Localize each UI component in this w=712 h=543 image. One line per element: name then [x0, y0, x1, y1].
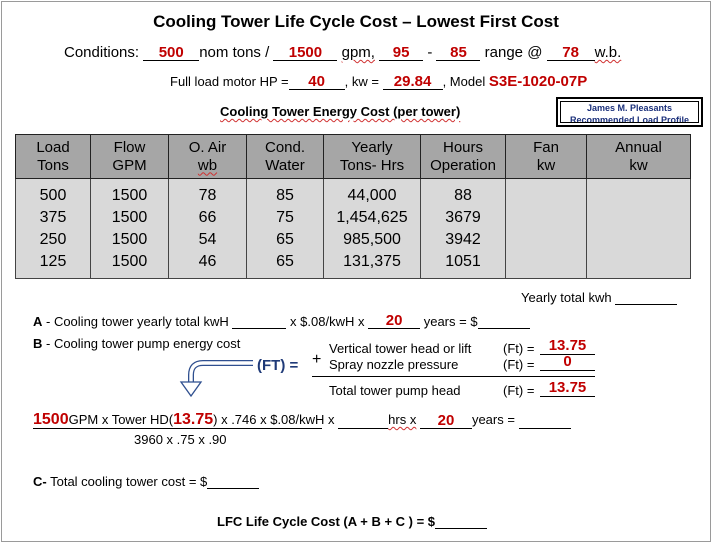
table-cell: 44,000 [347, 187, 397, 204]
sum-rule [312, 376, 595, 377]
table-cell: 78 [198, 187, 217, 204]
total-head-label: Total tower pump head [329, 383, 461, 398]
lfc-blank[interactable] [435, 512, 487, 529]
table-cell: 1,454,625 [336, 209, 408, 226]
motor-line [170, 73, 587, 90]
credit-name: James M. Pleasants [586, 103, 673, 113]
table-cell: 250 [39, 231, 67, 248]
line-a-kwh-blank[interactable] [232, 312, 286, 329]
table-cell: 375 [39, 209, 67, 226]
header-cond-water: Cond. Water [247, 135, 324, 179]
formula-total-blank[interactable] [519, 412, 571, 429]
range-dash: - [427, 44, 433, 61]
table-cell: 1500 [111, 187, 148, 204]
credit-subtitle: Recommended Load Profile [569, 115, 690, 125]
vertical-head-unit: (Ft) = [503, 341, 535, 356]
formula-gpm-value[interactable]: 1500 [33, 411, 69, 428]
column-load-tons [16, 179, 91, 279]
vertical-head-value[interactable]: 13.75 [540, 337, 595, 355]
formula-division-line [33, 428, 322, 429]
table-cell: 65 [276, 253, 294, 270]
yearly-total-line [521, 288, 677, 305]
spray-nozzle-label: Spray nozzle pressure [329, 357, 459, 372]
tons-value[interactable]: 500 [143, 44, 199, 61]
column-annual-kw[interactable] [587, 179, 691, 279]
line-b [33, 336, 240, 351]
table-cell: 85 [276, 187, 294, 204]
table-cell: 3679 [445, 209, 481, 226]
line-c-blank[interactable] [207, 472, 259, 489]
formula-text-gpm: GPM x Tower HD( [68, 412, 174, 427]
header-hours-operation: Hours Operation [421, 135, 506, 179]
ft-label: (FT) = [257, 357, 299, 374]
energy-cost-heading [220, 104, 460, 119]
header-fan-kw: Fan kw [506, 135, 587, 179]
curved-arrow-icon [175, 355, 255, 400]
gpm-value[interactable]: 1500 [273, 44, 337, 61]
temp-out-value[interactable]: 85 [436, 44, 480, 61]
plus-sign: + [312, 351, 322, 368]
table-data-row [16, 179, 691, 279]
header-yearly-ton-hrs: Yearly Tons- Hrs [324, 135, 421, 179]
line-a-total-blank[interactable] [478, 312, 530, 329]
column-yearly-ton-hrs [324, 179, 421, 279]
table-cell: 54 [198, 231, 217, 248]
line-c-prefix: C- [33, 474, 47, 489]
line-a-rate: x $.08/kwH x [290, 314, 365, 329]
spray-nozzle-value[interactable]: 0 [540, 353, 595, 371]
motor-model-label: , Model [442, 74, 486, 89]
range-label: range @ [484, 44, 543, 61]
line-a-years[interactable]: 20 [368, 312, 420, 329]
table-cell: 75 [276, 209, 294, 226]
motor-hp-label: Full load motor HP = [170, 74, 289, 89]
formula-hrs-label: hrs x [388, 412, 417, 427]
formula-text-rate: ) x .746 x $.08/kwH x [213, 412, 335, 427]
tons-unit: nom tons / [199, 44, 270, 61]
line-b-prefix: B [33, 336, 43, 351]
column-flow-gpm [91, 179, 169, 279]
energy-cost-heading-text: Cooling Tower Energy Cost (per tower) [220, 104, 461, 119]
wet-bulb-unit: w.b. [594, 44, 622, 61]
conditions-label: Conditions: [64, 44, 140, 61]
line-c [33, 472, 259, 489]
column-cond-water [247, 179, 324, 279]
spray-nozzle-unit: (Ft) = [503, 357, 535, 372]
line-a-suffix: years = $ [423, 314, 478, 329]
table-cell: 125 [39, 253, 67, 270]
vertical-head-label: Vertical tower head or lift [329, 341, 472, 356]
column-fan-kw[interactable] [506, 179, 587, 279]
yearly-total-blank[interactable] [615, 288, 677, 305]
table-cell: 65 [276, 231, 294, 248]
total-head-value[interactable]: 13.75 [540, 379, 595, 397]
lfc-label: LFC Life Cycle Cost (A + B + C ) = $ [217, 514, 436, 529]
table-cell: 131,375 [343, 253, 401, 270]
table-cell: 1500 [111, 209, 148, 226]
formula-hours-blank[interactable] [338, 412, 388, 429]
table-cell: 985,500 [343, 231, 401, 248]
table-cell: 3942 [445, 231, 481, 248]
table-cell: 1051 [445, 253, 481, 270]
header-flow-gpm: Flow GPM [91, 135, 169, 179]
total-head-unit: (Ft) = [503, 383, 535, 398]
table-cell: 500 [39, 187, 67, 204]
formula-head-value[interactable]: 13.75 [173, 411, 214, 428]
credit-box [556, 97, 703, 127]
load-profile-table [15, 134, 691, 279]
page-title: Cooling Tower Life Cycle Cost – Lowest First Cost [153, 12, 559, 31]
pump-cost-formula [33, 411, 571, 429]
line-c-label: Total cooling tower cost = $ [46, 474, 208, 489]
yearly-total-label: Yearly total kwh [521, 290, 612, 305]
header-outside-air-wb: O. Air wb [169, 135, 247, 179]
lfc-line [217, 512, 487, 529]
table-cell: 1500 [111, 231, 148, 248]
formula-suffix: years = [471, 412, 515, 427]
table-cell: 88 [454, 187, 472, 204]
column-hours-operation [421, 179, 506, 279]
column-outside-air-wb [169, 179, 247, 279]
line-a-label: - Cooling tower yearly total kwH [42, 314, 229, 329]
motor-model-value[interactable]: S3E-1020-07P [488, 73, 588, 90]
line-b-label: - Cooling tower pump energy cost [42, 336, 241, 351]
motor-kw-value[interactable]: 29.84 [383, 73, 443, 90]
formula-years[interactable]: 20 [420, 412, 472, 429]
table-cell: 46 [198, 253, 217, 270]
header-load-tons: Load Tons [16, 135, 91, 179]
conditions-line [64, 44, 621, 61]
table-cell: 1500 [111, 253, 148, 270]
gpm-unit: gpm, [341, 44, 375, 61]
table-cell: 66 [198, 209, 217, 226]
table-header-row [16, 135, 691, 179]
line-a-prefix: A [33, 314, 43, 329]
motor-hp-value[interactable]: 40 [289, 73, 345, 90]
motor-kw-label: , kw = [344, 74, 379, 89]
wet-bulb-value[interactable]: 78 [547, 44, 595, 61]
header-annual-kw: Annual kw [587, 135, 691, 179]
formula-denominator: 3960 x .75 x .90 [134, 432, 227, 447]
line-a [33, 312, 530, 329]
temp-in-value[interactable]: 95 [379, 44, 423, 61]
